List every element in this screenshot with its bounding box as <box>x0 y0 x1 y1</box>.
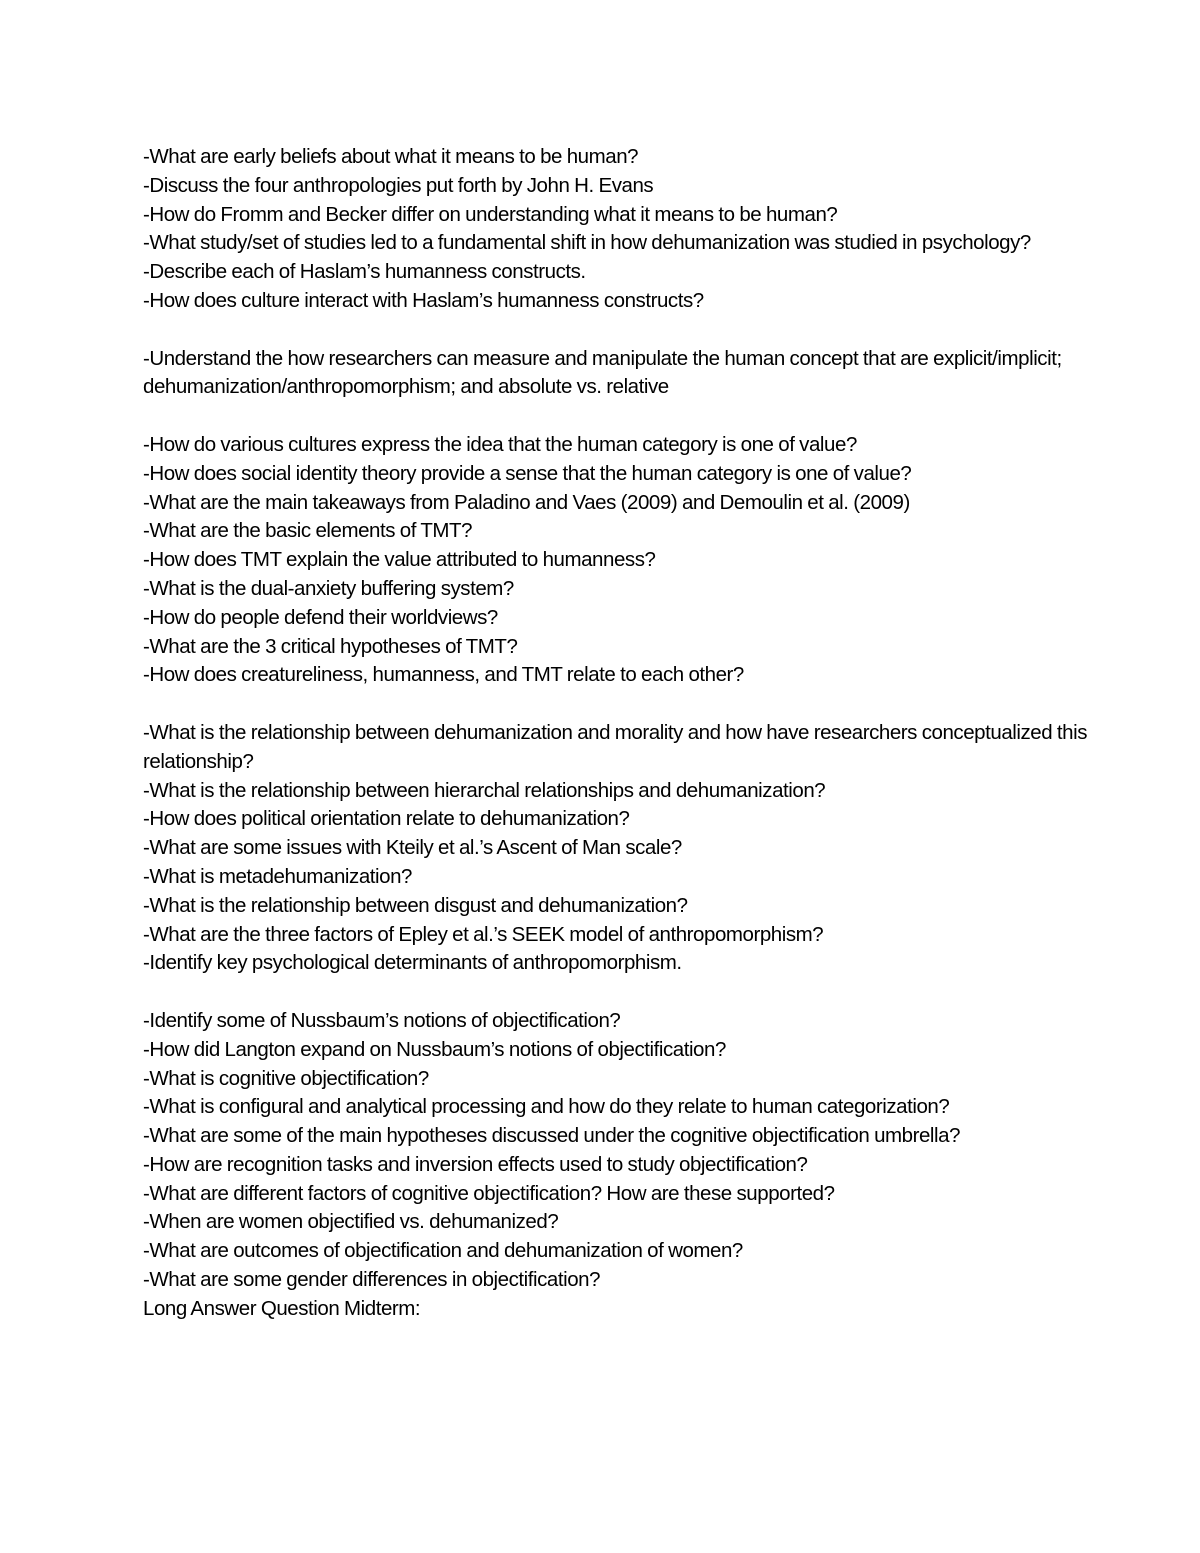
question-line: -How does political orientation relate to dehumanization? <box>143 807 630 831</box>
question-group-measurement <box>143 345 1143 403</box>
paragraph-gap <box>143 316 1143 345</box>
question-line: -What are outcomes of objectification and dehumanization of women? <box>143 1239 743 1263</box>
paragraph-gap <box>143 402 1143 431</box>
question-line: -How do people defend their worldviews? <box>143 605 498 629</box>
question-line: -What is the relationship between disgust and dehumanization? <box>143 893 688 917</box>
question-line: -What is the relationship between hierarchal relationships and dehumanization? <box>143 778 826 802</box>
question-line: -What are the 3 critical hypotheses of TMT? <box>143 634 518 658</box>
question-line: -Discuss the four anthropologies put forth by John H. Evans <box>143 173 654 197</box>
question-line: -What are some of the main hypotheses discussed under the cognitive objectification umbrella? <box>143 1124 961 1148</box>
question-line: -What is cognitive objectification? <box>143 1066 429 1090</box>
question-line: -Identify key psychological determinants of anthropomorphism. <box>143 951 682 975</box>
question-line: -What is metadehumanization? <box>143 864 412 888</box>
question-line: -What are some issues with Kteily et al.’s Ascent of Man scale? <box>143 836 682 860</box>
question-line: -What is configural and analytical processing and how do they relate to human categorization? <box>143 1095 950 1119</box>
question-line: -What are the main takeaways from Paladino and Vaes (2009) and Demoulin et al. (2009) <box>143 490 910 514</box>
question-line: -What study/set of studies led to a fundamental shift in how dehumanization was studied in psychology? <box>143 231 1031 255</box>
question-group-humanness <box>143 143 1143 316</box>
question-line: -How do various cultures express the idea that the human category is one of value? <box>143 432 857 456</box>
question-line: -Identify some of Nussbaum’s notions of objectification? <box>143 1008 621 1032</box>
question-line: -When are women objectified vs. dehumanized? <box>143 1210 559 1234</box>
question-line: -What is the relationship between dehumanization and morality and how have researchers conceptualized this relationship? <box>143 720 1088 773</box>
question-line: -What are early beliefs about what it means to be human? <box>143 145 639 168</box>
question-line: -How do Fromm and Becker differ on understanding what it means to be human? <box>143 202 838 226</box>
question-line: -What are different factors of cognitive objectification? How are these supported? <box>143 1181 835 1205</box>
question-line: -Understand the how researchers can measure and manipulate the human concept that are explicit/implicit; dehumanization/anthropomorphism; and absolute vs. relative <box>143 346 1062 399</box>
question-line: -How does creatureliness, humanness, and TMT relate to each other? <box>143 663 744 687</box>
question-group-value-tmt <box>143 431 1143 690</box>
paragraph-gap <box>143 978 1143 1007</box>
question-line: -How are recognition tasks and inversion effects used to study objectification? <box>143 1152 808 1176</box>
question-group-objectification <box>143 1007 1143 1324</box>
question-line: -What are some gender differences in objectification? <box>143 1268 601 1292</box>
question-line: -How does social identity theory provide a sense that the human category is one of value? <box>143 461 912 485</box>
question-line: -Describe each of Haslam’s humanness constructs. <box>143 260 586 284</box>
question-line: -How does culture interact with Haslam’s humanness constructs? <box>143 288 704 312</box>
question-line: -How did Langton expand on Nussbaum’s notions of objectification? <box>143 1037 726 1061</box>
question-line: -How does TMT explain the value attributed to humanness? <box>143 548 656 572</box>
document-body <box>143 143 1143 1324</box>
section-heading: Long Answer Question Midterm: <box>143 1296 421 1320</box>
paragraph-gap <box>143 690 1143 719</box>
question-line: -What are the basic elements of TMT? <box>143 519 473 543</box>
question-line: -What is the dual-anxiety buffering system? <box>143 576 514 600</box>
question-group-morality-anthropomorphism <box>143 719 1143 978</box>
question-line: -What are the three factors of Epley et al.’s SEEK model of anthropomorphism? <box>143 922 824 946</box>
